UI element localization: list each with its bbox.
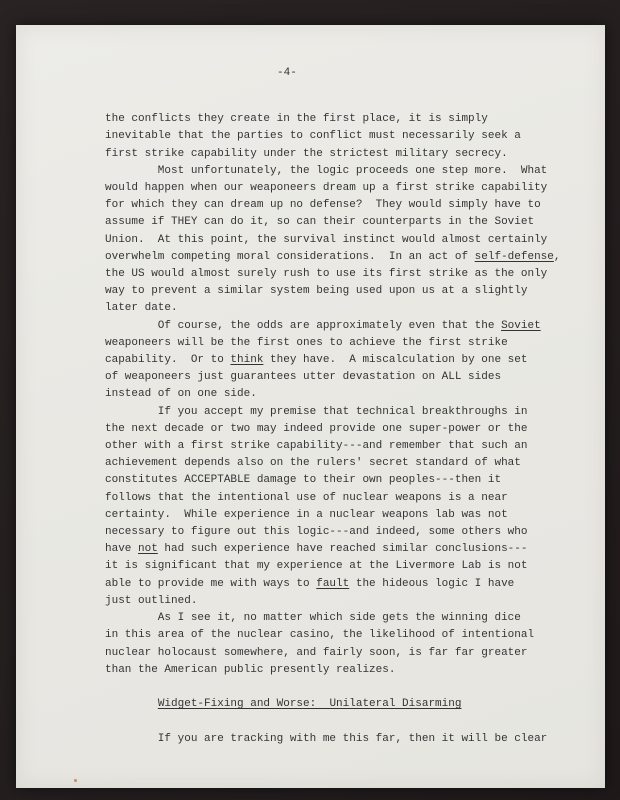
text-line xyxy=(105,438,585,455)
underlined-text: think xyxy=(230,354,264,367)
text-line xyxy=(105,490,585,507)
text-line xyxy=(105,593,585,610)
text-segment: than the American public presently realizes. xyxy=(105,663,396,676)
paper-speck xyxy=(74,779,77,782)
text-segment: Of course, the odds are approximately even that the xyxy=(105,319,502,332)
text-segment: achievement depends also on the rulers' secret standard of what xyxy=(105,457,521,470)
text-line xyxy=(105,662,585,679)
text-line xyxy=(105,472,585,489)
text-segment: Most unfortunately, the logic proceeds one step more. What xyxy=(105,164,548,177)
text-segment: later date. xyxy=(105,302,178,315)
text-line xyxy=(105,369,585,386)
text-segment: certainty. While experience in a nuclear weapons lab was not xyxy=(105,508,508,521)
underlined-text: Soviet xyxy=(501,319,541,332)
text-segment: the conflicts they create in the first place, it is simply xyxy=(105,113,488,126)
text-line xyxy=(105,128,585,145)
text-segment: Union. At this point, the survival instinct would almost certainly xyxy=(105,233,548,246)
text-segment: of weaponeers just guarantees utter devastation on ALL sides xyxy=(105,371,502,384)
text-line xyxy=(105,731,585,748)
text-segment: nuclear holocaust somewhere, and fairly soon, is far far greater xyxy=(105,646,528,659)
text-segment: , xyxy=(553,250,561,263)
text-segment: they have. A miscalculation by one set xyxy=(263,354,528,367)
text-segment: have xyxy=(105,543,139,556)
text-line xyxy=(105,645,585,662)
text-line xyxy=(105,524,585,541)
text-segment: the US would almost surely rush to use its first strike as the only xyxy=(105,268,548,281)
text-segment: other with a first strike capability---and remember that such an xyxy=(105,440,528,453)
text-segment: necessary to figure out this logic---and indeed, some others who xyxy=(105,526,528,539)
text-line xyxy=(105,679,585,696)
page-content xyxy=(105,65,585,748)
text-segment: overwhelm competing moral considerations. In an act of xyxy=(105,250,475,263)
text-line xyxy=(105,266,585,283)
text-segment: instead of on one side. xyxy=(105,388,257,401)
text-line xyxy=(105,386,585,403)
text-line xyxy=(105,404,585,421)
text-line xyxy=(105,163,585,180)
text-segment: the hideous logic I have xyxy=(349,577,515,590)
text-line xyxy=(105,300,585,317)
text-line xyxy=(105,146,585,163)
text-segment: weaponeers will be the first ones to achieve the first strike xyxy=(105,336,508,349)
text-line xyxy=(105,197,585,214)
text-line xyxy=(105,576,585,593)
text-segment: it is significant that my experience at the Livermore Lab is not xyxy=(105,560,528,573)
text-line xyxy=(105,335,585,352)
text-line xyxy=(105,111,585,128)
text-line xyxy=(105,214,585,231)
text-segment: constitutes ACCEPTABLE damage to their own peoples---then it xyxy=(105,474,502,487)
text-line xyxy=(105,318,585,335)
text-segment: in this area of the nuclear casino, the likelihood of intentional xyxy=(105,629,535,642)
text-segment: the next decade or two may indeed provide one super-power or the xyxy=(105,422,528,435)
text-line xyxy=(105,180,585,197)
text-line xyxy=(105,610,585,627)
text-segment: inevitable that the parties to conflict must necessarily seek a xyxy=(105,130,521,143)
text-segment: follows that the intentional use of nuclear weapons is a near xyxy=(105,491,508,504)
text-line xyxy=(105,455,585,472)
page-number: -4- xyxy=(277,67,297,79)
text-segment: able to provide me with ways to xyxy=(105,577,317,590)
text-segment: As I see it, no matter which side gets the winning dice xyxy=(105,612,521,625)
text-line xyxy=(105,713,585,730)
text-line xyxy=(105,421,585,438)
text-line xyxy=(105,541,585,558)
text-line xyxy=(105,232,585,249)
text-line xyxy=(105,507,585,524)
text-line xyxy=(105,283,585,300)
underlined-text: not xyxy=(138,543,158,556)
section-heading: Widget-Fixing and Worse: Unilateral Disarming xyxy=(157,698,462,711)
text-segment xyxy=(105,698,158,710)
text-segment: first strike capability under the strictest military secrecy. xyxy=(105,147,508,160)
text-segment: If you are tracking with me this far, then it will be clear xyxy=(105,732,548,745)
document-page xyxy=(16,25,605,788)
text-line xyxy=(105,558,585,575)
underlined-text: self-defense xyxy=(474,250,554,263)
text-segment: just outlined. xyxy=(105,594,198,607)
section-heading-line xyxy=(105,696,585,713)
text-block xyxy=(105,111,585,748)
text-segment: had such experience have reached similar conclusions--- xyxy=(157,543,528,556)
text-segment: capability. Or to xyxy=(105,354,231,367)
text-segment xyxy=(105,715,112,727)
text-segment: for which they can dream up no defense? They would simply have to xyxy=(105,199,541,212)
text-segment: way to prevent a similar system being used upon us at a slightly xyxy=(105,285,528,298)
text-line xyxy=(105,627,585,644)
text-segment: If you accept my premise that technical breakthroughs in xyxy=(105,405,528,418)
text-segment xyxy=(105,681,112,693)
text-segment: assume if THEY can do it, so can their counterparts in the Soviet xyxy=(105,216,535,229)
text-line xyxy=(105,249,585,266)
text-segment: would happen when our weaponeers dream up a first strike capability xyxy=(105,182,548,195)
underlined-text: fault xyxy=(316,577,350,590)
text-line xyxy=(105,352,585,369)
